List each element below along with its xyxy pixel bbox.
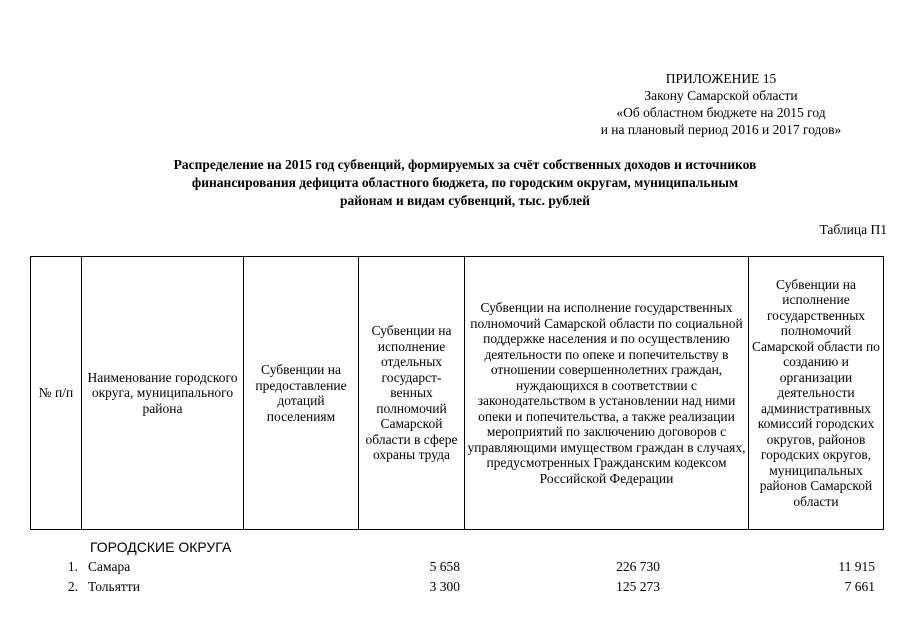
row-number: 2. bbox=[67, 579, 78, 594]
document-title bbox=[120, 156, 810, 210]
appendix-law-title: «Об областном бюджете на 2015 год bbox=[616, 105, 826, 120]
table-row bbox=[30, 577, 883, 597]
row-value-admin: 11 915 bbox=[838, 559, 875, 574]
header-subsidy-subsidies: Субвенции на предоставление дотаций поселениям bbox=[244, 257, 359, 530]
title-line-1: Распределение на 2015 год субвенций, формируемых за счёт собственных доходов и источников bbox=[173, 157, 757, 172]
table-body bbox=[30, 537, 883, 597]
header-subsidy-admin: Субвенции на исполнение государственных полномочий Самарской области по созданию и организации деятельности административных комиссий городских округов, районов городских округов, муниципальных районов Самарской области bbox=[749, 257, 884, 530]
appendix-number: ПРИЛОЖЕНИЕ 15 bbox=[665, 71, 777, 86]
row-name: Тольятти bbox=[88, 579, 140, 594]
subsidy-table-header bbox=[30, 256, 884, 530]
header-subsidy-social: Субвенции на исполнение государственных полномочий Самарской области по социальной поддержке населения и по осуществлению деятельности по опеке и попечительству в отношении совершеннолетних граждан, нуждающихся в соответствии с законодательством в установлении над ними опеки и попечительства, а также реализации мероприятий по заключению договоров с управляющими имуществом граждан в случаях, предусмотренных Гражданским кодексом Российской Федерации bbox=[465, 257, 749, 530]
row-value-social: 125 273 bbox=[616, 579, 660, 594]
row-value-subsidies: 5 658 bbox=[429, 559, 460, 574]
header-number: № п/п bbox=[31, 257, 82, 530]
row-name: Самара bbox=[88, 559, 131, 574]
title-line-2: финансирования дефицита областного бюджета, по городским округам, муниципальным bbox=[191, 175, 739, 190]
row-value-social: 226 730 bbox=[616, 559, 660, 574]
row-value-admin: 7 661 bbox=[844, 579, 875, 594]
appendix-law: Закону Самарской области bbox=[644, 88, 798, 103]
title-line-3: районам и видам субвенций, тыс. рублей bbox=[339, 193, 591, 208]
appendix-period: и на плановый период 2016 и 2017 годов» bbox=[600, 122, 842, 137]
table-row bbox=[30, 557, 883, 577]
table-label: Таблица П1 bbox=[819, 222, 887, 237]
section-row bbox=[30, 537, 883, 557]
section-heading: ГОРОДСКИЕ ОКРУГА bbox=[90, 539, 232, 555]
header-name: Наименование городского округа, муниципального района bbox=[82, 257, 244, 530]
row-value-subsidies: 3 300 bbox=[429, 579, 460, 594]
appendix-header bbox=[561, 70, 881, 138]
row-number: 1. bbox=[67, 559, 78, 574]
header-subsidy-labor: Субвенции на исполнение отдельных государст-венных полномочий Самарской области в сфере охраны труда bbox=[359, 257, 465, 530]
